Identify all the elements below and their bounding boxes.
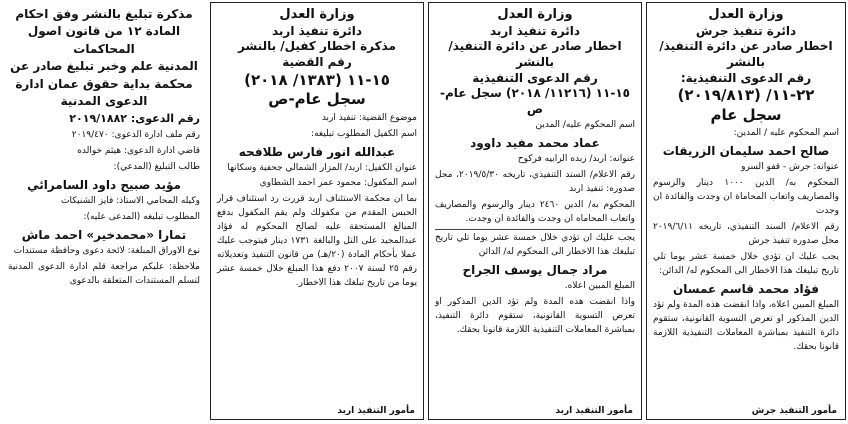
note: ملاحظة: عليكم مراجعة قلم ادارة الدعوى المدنية لتسلم المستندات المتعلقة بالدعوى bbox=[8, 261, 200, 286]
case-number: رقم الدعوى: ٢٠١٩/١٨٨٢ bbox=[69, 112, 200, 126]
guarantor-label: اسم الكفيل المطلوب تبليغه: bbox=[311, 128, 417, 139]
judgment-reference: رقم الاعلام/ السند التنفيذي، تاريخه ٢٠١٩/٦/١١ محل صدوره تنفيذ جرش bbox=[653, 221, 839, 246]
closing-text: المبلغ المبين اعلاه، واذا انقضت هذه المدة ولم تؤد الدين المذكور او تعرض التسوية القانونية، ستقوم دائرة التنفيذ بمباشرة المعاملات التنفيذية اللازمة قانونا بحقك. bbox=[653, 299, 839, 352]
creditor-name: فؤاد محمد قاسم عمسان bbox=[672, 281, 819, 296]
notice-irbid-guarantor bbox=[210, 2, 424, 420]
case-number: ٢٢-١١/ (٢٠١٩/٨١٣) bbox=[677, 86, 815, 105]
department-title: دائرة تنفيذ اربد bbox=[489, 23, 580, 38]
case-file-number: رقم ملف ادارة الدعوى: ٢٠١٩/٤٧٠ bbox=[71, 130, 200, 141]
case-subject: موضوع القضية: تنفيذ اربد bbox=[321, 112, 417, 123]
plaintiff-lawyer: وكيله المحامي الاستاذ: فايز الشنيكات bbox=[61, 196, 200, 206]
case-label: رقم الدعوى التنفيذية: bbox=[680, 70, 812, 85]
defendant-name: تمارا «محمدخير» احمد ماش bbox=[21, 227, 187, 242]
notice-title: اخطار صادر عن دائرة التنفيذ/ بالنشر bbox=[659, 39, 833, 70]
notice-heading-line5: الدعوى المدنية bbox=[60, 93, 148, 108]
registry-label: سجل عام bbox=[710, 105, 782, 124]
debtor-label: اسم المحكوم عليه/ المدين bbox=[535, 120, 635, 131]
notice-title: اخطار صادر عن دائرة التنفيذ/بالنشر bbox=[448, 39, 622, 70]
document-type: نوع الاوراق المبلغة: لائحة دعوى وحافظة مستندات bbox=[13, 245, 200, 256]
judgment-amount: المحكوم به/ الدين ٢٤٦٠ دينار والرسوم والمصاريف واتعاب المحاماه ان وجدت والفائدة ان وجدت. bbox=[435, 200, 635, 225]
case-judge: قاضي ادارة الدعوى: هيثم خوالده bbox=[77, 146, 200, 157]
debtor-address: عنوانه: اربد/ زبده الرابيه فركوح bbox=[517, 154, 635, 165]
signature: مأمور التنفيذ اربد bbox=[555, 406, 633, 416]
ministry-title: وزارة العدل bbox=[708, 7, 784, 22]
debtor-address: عنوانه: جرش - قفو السرو bbox=[741, 162, 839, 173]
notice-body: بما ان محكمة الاستئناف اربد قررت رد استئناف قرار الحبس المقدم من مكفولك ولم يقم المكفول بدفع المبالغ المستحقة عليه لصالح المحكوم له فؤاد عبدالمجيد على التل والبالغة ١٧٣١ دينار فيتوجب عليك عملا بأحكام المادة (٢٠/هـ) من قانون التنفيذ وتعديلاته رقم ٢٥ لسنة ٢٠٠٧ دفع هذا المبلغ خلال خمسة عشر يوما من تاريخ تبلغك هذا الاخطار. bbox=[217, 194, 418, 289]
department-title: دائرة تنفيذ اربد bbox=[271, 23, 362, 38]
notice-irbid-debtor bbox=[428, 2, 642, 420]
guaranteed-party: اسم المكفول: محمود عمر احمد الشطاوي bbox=[259, 178, 417, 189]
notice-heading-line4: محكمة بداية حقوق عمان ادارة bbox=[15, 76, 193, 91]
defendant-label: المطلوب تبليغه (المدعى عليه): bbox=[83, 211, 200, 222]
notice-heading-line2: المادة ١٢ من قانون اصول المحاكمات bbox=[27, 24, 181, 56]
debtor-name: صالح احمد سليمان الزريقات bbox=[662, 144, 830, 159]
creditor-name: مراد جمال يوسف الجراح bbox=[462, 262, 608, 277]
debtor-name: عماد محمد مفيد داوود bbox=[470, 136, 600, 151]
notice-title: مذكرة اخطار كفيل/ بالنشر bbox=[238, 39, 396, 54]
guarantor-address: عنوان الكفيل: اربد/ المزار الشمالي جحفية وسكانها bbox=[227, 162, 417, 173]
registry-label: سجل عام-ص bbox=[268, 90, 366, 109]
payment-demand: يجب عليك ان تؤدي خلال خمسة عشر يوما تلي تاريخ تبليغك هذا الاخطار الى المحكوم له/ الدائن: bbox=[653, 251, 839, 276]
debtor-label: اسم المحكوم عليه / المدين: bbox=[733, 128, 839, 139]
amount-note: المبلغ المبين اعلاه. bbox=[564, 280, 635, 291]
notice-heading-line1: مذكرة تبليغ بالنشر وفق احكام bbox=[15, 7, 193, 21]
case-label: رقم القضية bbox=[282, 55, 352, 70]
divider bbox=[435, 229, 635, 230]
case-number: ١٥-١١ (١١٢١٦/ ٢٠١٨) سجل عام-ص bbox=[440, 86, 630, 116]
closing-text: واذا انقضت هذه المدة ولم تؤد الدين المذكور او تعرض التسوية القانونية، ستقوم دائرة التنفيذ، بمباشرة المعاملات التنفيذية اللازمة قانونا بحقك. bbox=[435, 296, 635, 335]
case-number: ١٥-١١ (١٣٨٣/ ٢٠١٨) bbox=[244, 70, 390, 89]
ministry-title: وزارة العدل bbox=[497, 7, 573, 22]
plaintiff-label: طالب التبليغ (المدعي): bbox=[113, 162, 200, 173]
payment-demand: يجب عليك ان تؤدي خلال خمسة عشر يوما تلي تاريخ تبليغك هذا الاخطار الى المحكوم له/ الدائن bbox=[435, 233, 635, 258]
signature: مأمور التنفيذ جرش bbox=[751, 406, 837, 416]
notice-amman-court bbox=[2, 2, 206, 420]
case-label: رقم الدعوى التنفيذية bbox=[472, 70, 598, 85]
ministry-title: وزارة العدل bbox=[279, 7, 355, 22]
notice-jerash bbox=[646, 2, 846, 420]
judgment-amount: المحكوم به/ الدين ١٠٠٠ دينار والرسوم والمصاريف واتعاب المحاماة ان وجدت والفائدة ان وجدت bbox=[653, 178, 839, 217]
department-title: دائرة تنفيذ جرش bbox=[695, 23, 797, 38]
judgment-reference: رقم الاعلام/ السند التنفيذي، تاريخه ٢٠١٩/٥/٣٠، محل صدوره: تنفيذ اربد bbox=[435, 170, 635, 195]
notice-heading-line3: المدنية علم وخبر تبليغ صادر عن bbox=[10, 59, 198, 74]
guarantor-name: عبدالله انور فارس طلافحه bbox=[238, 144, 396, 159]
plaintiff-name: مؤيد صبيح داود السامرائي bbox=[27, 178, 181, 192]
signature: مأمور التنفيذ اربد bbox=[337, 406, 415, 416]
